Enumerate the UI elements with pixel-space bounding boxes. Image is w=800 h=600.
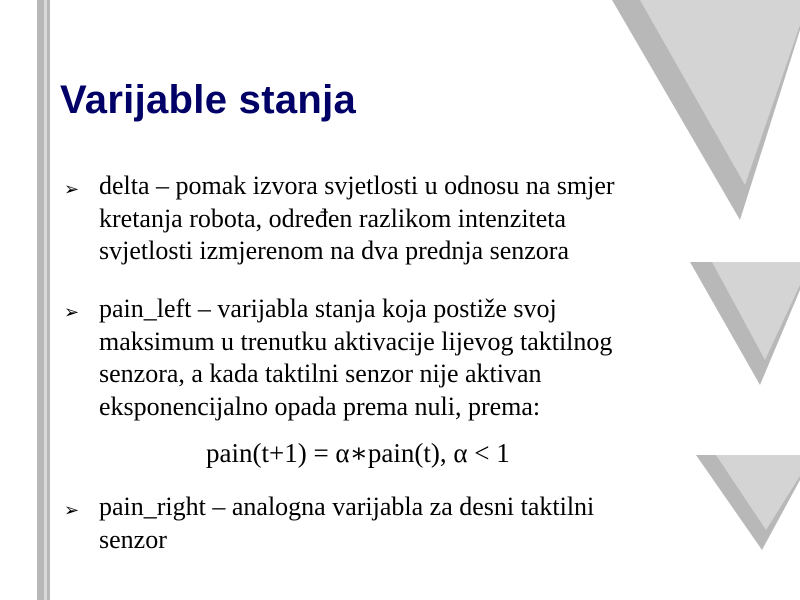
arrow-bullet-icon: ➢ [64,500,80,521]
formula: pain(t+1) = α∗pain(t), α < 1 [206,438,510,468]
bullet-text: delta – pomak izvora svjetlosti u odnosu na smjer kretanja robota, određen razlikom intenziteta svjetlosti izmjerenom na dva prednja senzora [99,171,615,265]
arrow-bullet-icon: ➢ [64,302,80,323]
slide-title: Varijable stanja [60,78,357,122]
bullet-text: pain_left – varijabla stanja koja postiže svoj maksimum u trenutku aktivacije lijevog taktilnog senzora, a kada taktilni senzor nije aktivan eksponencijalno opada prema nuli, prema: [99,294,613,421]
left-decorative-bar-highlight [44,0,47,600]
arrow-bullet-icon: ➢ [64,179,80,200]
bullet-text: pain_right – analogna varijabla za desni taktilni senzor [99,492,595,554]
